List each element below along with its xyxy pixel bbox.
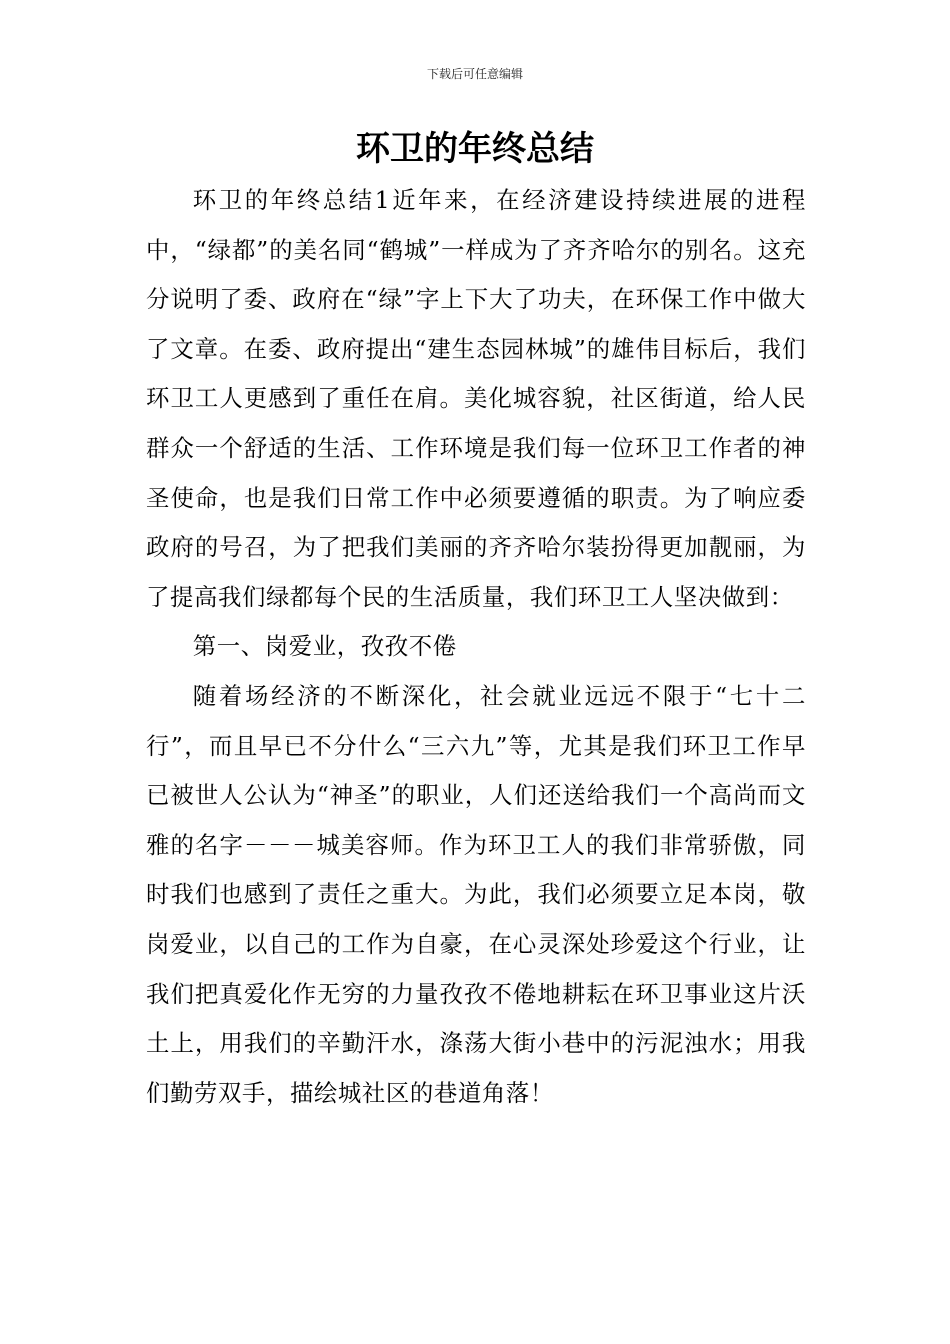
- document-body: [146, 176, 806, 1118]
- paragraph-intro: 环卫的年终总结1近年来，在经济建设持续进展的进程中，“绿都”的美名同“鹤城”一样成为了齐齐哈尔的别名。这充分说明了委、政府在“绿”字上下大了功夫，在环保工作中做大了文章。在委、政府提出“建生态园林城”的雄伟目标后，我们环卫工人更感到了重任在肩。美化城容貌，社区街道，给人民群众一个舒适的生活、工作环境是我们每一位环卫工作者的神圣使命，也是我们日常工作中必须要遵循的职责。为了响应委政府的号召，为了把我们美丽的齐齐哈尔装扮得更加靓丽，为了提高我们绿都每个民的生活质量，我们环卫工人坚决做到：: [146, 186, 806, 611]
- document-title: 环卫的年终总结: [356, 129, 594, 169]
- paragraph-section-body: 随着场经济的不断深化，社会就业远远不限于“七十二行”，而且早已不分什么“三六九”等，尤其是我们环卫工作早已被世人公认为“神圣”的职业，人们还送给我们一个高尚而文雅的名字－－－城美容师。作为环卫工人的我们非常骄傲，同时我们也感到了责任之重大。为此，我们必须要立足本岗，敬岗爱业，以自己的工作为自豪，在心灵深处珍爱这个行业，让我们把真爱化作无穷的力量孜孜不倦地耕耘在环卫事业这片沃土上，用我们的辛勤汗水，涤荡大街小巷中的污泥浊水；用我们勤劳双手，描绘城社区的巷道角落！: [146, 681, 806, 1107]
- header-note: 下载后可任意编辑: [426, 67, 523, 81]
- paragraph-section-heading: 第一、岗爱业，孜孜不倦: [192, 632, 457, 661]
